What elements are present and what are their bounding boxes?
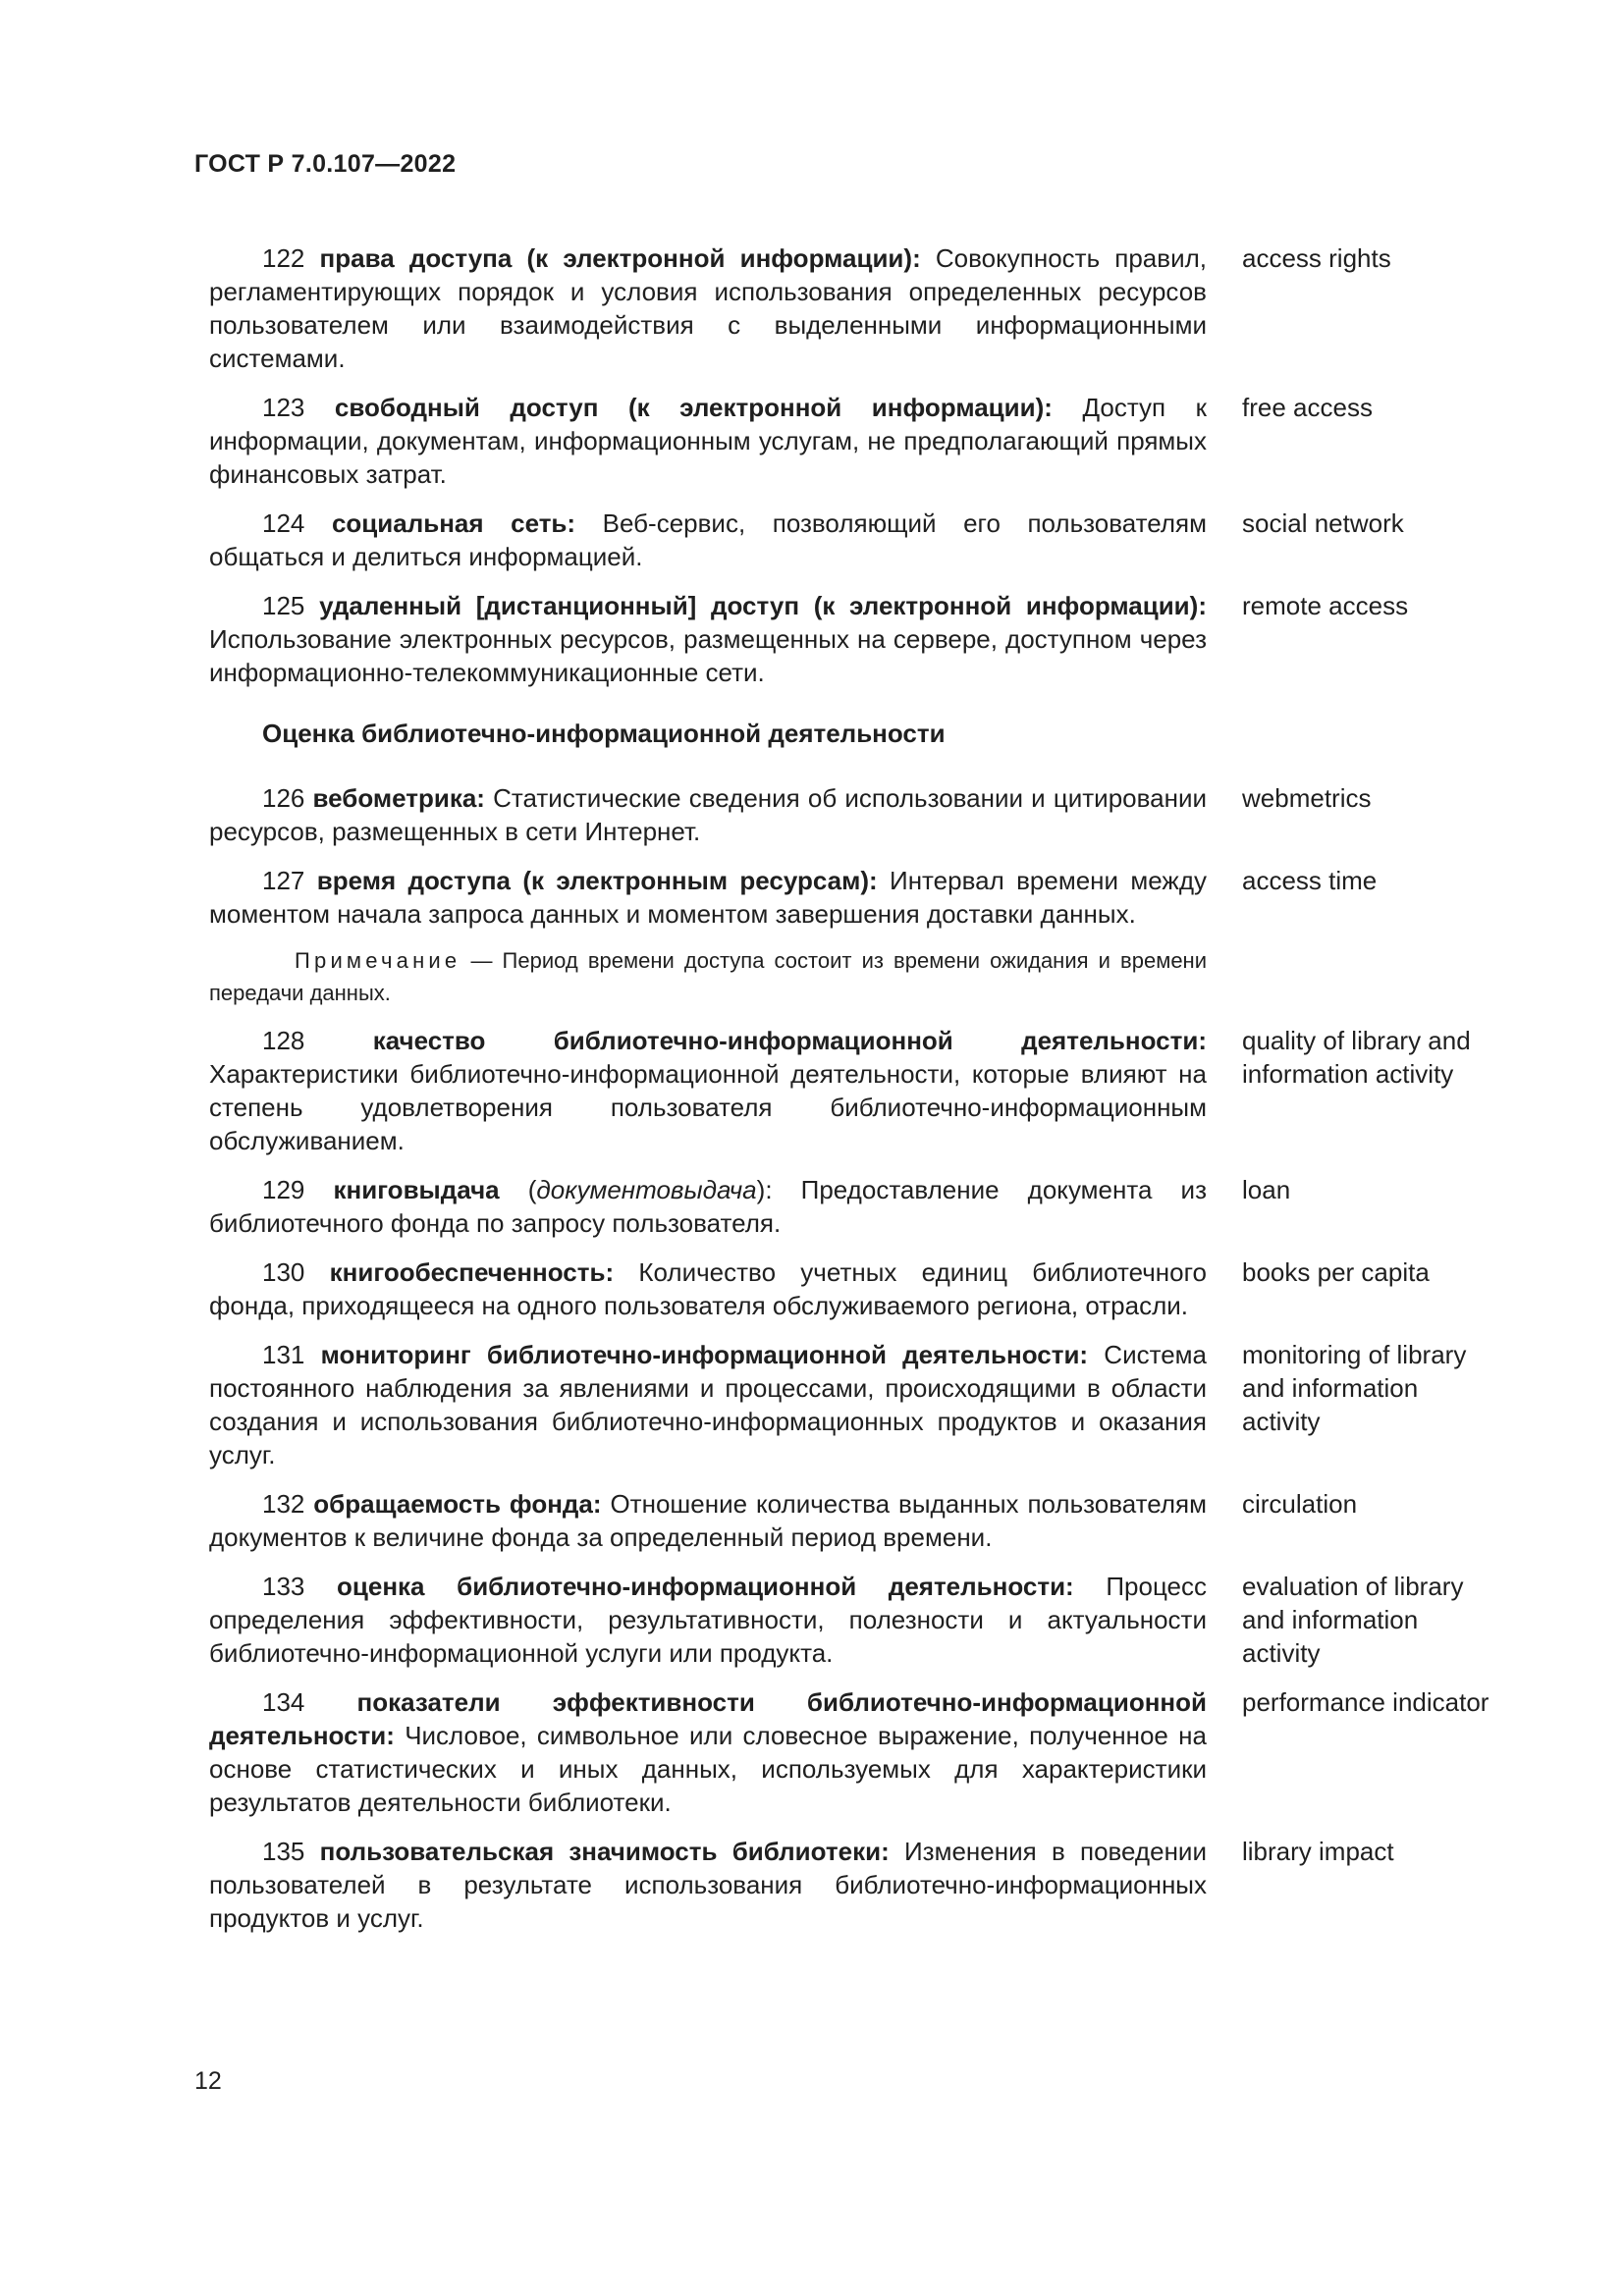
term-name: права доступа (к электронной информации): [319, 243, 921, 273]
term-definition [209, 241, 1207, 375]
definition-text: Веб-сервис, позволяющий его пользователям общаться и делиться информацией. [209, 508, 1207, 571]
note-label: Примечание [295, 948, 461, 973]
term-name: социальная сеть: [331, 508, 576, 538]
term-entry-126 [209, 781, 1505, 848]
definition-text: Процесс определения эффективности, результативности, полезности и актуальности библиотечно-информационной услуги или продукта. [209, 1572, 1207, 1668]
term-definition [209, 1338, 1207, 1471]
english-equivalent: remote access [1242, 591, 1409, 620]
definition-text: Статистические сведения об использовании и цитировании ресурсов, размещенных в сети Интернет. [209, 783, 1207, 846]
term-number: 125 [262, 591, 305, 620]
term-definition [209, 1024, 1207, 1157]
term-number: 133 [262, 1572, 305, 1601]
term-entry-124 [209, 507, 1505, 573]
term-definition [209, 1835, 1207, 1935]
term-entry-125 [209, 589, 1505, 689]
term-entry-133 [209, 1570, 1505, 1670]
term-name: мониторинг библиотечно-информационной деятельности: [320, 1340, 1089, 1369]
english-equivalent: library impact [1242, 1837, 1394, 1866]
term-entry-131 [209, 1338, 1505, 1471]
english-equivalent: loan [1242, 1175, 1291, 1204]
term-name: книгообеспеченность: [329, 1257, 615, 1287]
term-definition [209, 391, 1207, 491]
definition-text: Отношение количества выданных пользователям документов к величине фонда за определенный период времени. [209, 1489, 1207, 1552]
term-name: пользовательская значимость библиотеки: [319, 1837, 890, 1866]
term-definition [209, 507, 1207, 573]
page-number: 12 [194, 2067, 222, 2095]
term-name: время доступа (к электронным ресурсам): [316, 866, 878, 895]
term-name: оценка библиотечно-информационной деятельности: [337, 1572, 1074, 1601]
term-number: 122 [262, 243, 305, 273]
definition-text: Интервал времени между моментом начала запроса данных и моментом завершения доставки данных. [209, 866, 1207, 929]
term-number: 132 [262, 1489, 305, 1519]
term-entry-134 [209, 1685, 1505, 1819]
english-equivalent: quality of library and information activity [1242, 1026, 1471, 1089]
definition-text: Совокупность правил, регламентирующих порядок и условия использования определенных ресурсов пользователем или взаимодействия с выделенными информационными системами. [209, 243, 1207, 373]
term-number: 126 [262, 783, 305, 813]
term-definition [209, 1570, 1207, 1670]
term-name: показатели эффективности библиотечно-информационной деятельности: [209, 1687, 1207, 1750]
english-equivalent: free access [1242, 393, 1373, 422]
term-name: свободный доступ (к электронной информации): [334, 393, 1053, 422]
term-number: 123 [262, 393, 305, 422]
term-entry-127 [209, 864, 1505, 931]
definition-text: Система постоянного наблюдения за явлениями и процессами, происходящими в области создания и использования библиотечно-информационных продуктов и оказания услуг. [209, 1340, 1208, 1469]
document-header: ГОСТ Р 7.0.107—2022 [194, 150, 457, 178]
term-number: 127 [262, 866, 305, 895]
definition-text: : Предоставление документа из библиотечного фонда по запросу пользователя. [209, 1175, 1207, 1238]
term-number: 131 [262, 1340, 305, 1369]
term-number: 134 [262, 1687, 305, 1717]
term-name: вебометрика: [312, 783, 485, 813]
definition-text: Количество учетных единиц библиотечного фонда, приходящееся на одного пользователя обслуживаемого региона, отрасли. [209, 1257, 1207, 1320]
english-equivalent: books per capita [1242, 1257, 1430, 1287]
definition-text: Характеристики библиотечно-информационной деятельности, которые влияют на степень удовлетворения пользователя библиотечно-информационным обслуживанием. [209, 1059, 1207, 1155]
term-definition [209, 781, 1207, 848]
terms-list [209, 241, 1505, 1950]
term-name: обращаемость фонда: [313, 1489, 602, 1519]
term-definition [209, 864, 1207, 931]
term-definition [209, 1487, 1207, 1554]
term-definition: 129 книговыдача (документовыдача): Предоставление документа из библиотечного фонда по запросу пользователя. [209, 1175, 1207, 1238]
term-entry-123 [209, 391, 1505, 491]
term-entry-128 [209, 1024, 1505, 1157]
english-equivalent: access time [1242, 866, 1378, 895]
term-number: 135 [262, 1837, 305, 1866]
term-name: удаленный [дистанционный] доступ (к электронной информации): [319, 591, 1207, 620]
english-equivalent: evaluation of library and information activity [1242, 1572, 1464, 1668]
term-definition [209, 1685, 1207, 1819]
term-definition [209, 1255, 1207, 1322]
term-entry-130 [209, 1255, 1505, 1322]
term-entry-132 [209, 1487, 1505, 1554]
note-text: — Период времени доступа состоит из времени ожидания и времени передачи данных. [209, 948, 1207, 1005]
term-name: качество библиотечно-информационной деятельности: [372, 1026, 1207, 1055]
term-definition [209, 589, 1207, 689]
definition-text: Доступ к информации, документам, информационным услугам, не предполагающий прямых финансовых затрат. [209, 393, 1207, 489]
term-number: 124 [262, 508, 305, 538]
definition-text: Изменения в поведении пользователей в результате использования библиотечно-информационных продуктов и услуг. [209, 1837, 1207, 1933]
term-number: 129 [262, 1175, 305, 1204]
term-entry-129 [209, 1173, 1505, 1240]
english-equivalent: performance indicator [1242, 1687, 1489, 1717]
term-entry-135 [209, 1835, 1505, 1935]
term-number: 130 [262, 1257, 305, 1287]
term-name: книговыдача [333, 1175, 500, 1204]
english-equivalent: circulation [1242, 1489, 1358, 1519]
definition-text: Числовое, символьное или словесное выражение, полученное на основе статистических и иных данных, используемых для характеристики результатов деятельности библиотеки. [209, 1721, 1207, 1817]
term-number: 128 [262, 1026, 305, 1055]
english-equivalent: social network [1242, 508, 1404, 538]
english-equivalent: monitoring of library and information activity [1242, 1340, 1467, 1436]
english-equivalent: access rights [1242, 243, 1391, 273]
term-entry-122 [209, 241, 1505, 375]
definition-text: Использование электронных ресурсов, размещенных на сервере, доступном через информационно-телекоммуникационные сети. [209, 624, 1207, 687]
english-equivalent: webmetrics [1242, 783, 1372, 813]
term-synonym: документовыдача [536, 1175, 757, 1204]
section-heading: Оценка библиотечно-информационной деятельности [262, 719, 946, 748]
note-127 [209, 944, 1207, 1009]
